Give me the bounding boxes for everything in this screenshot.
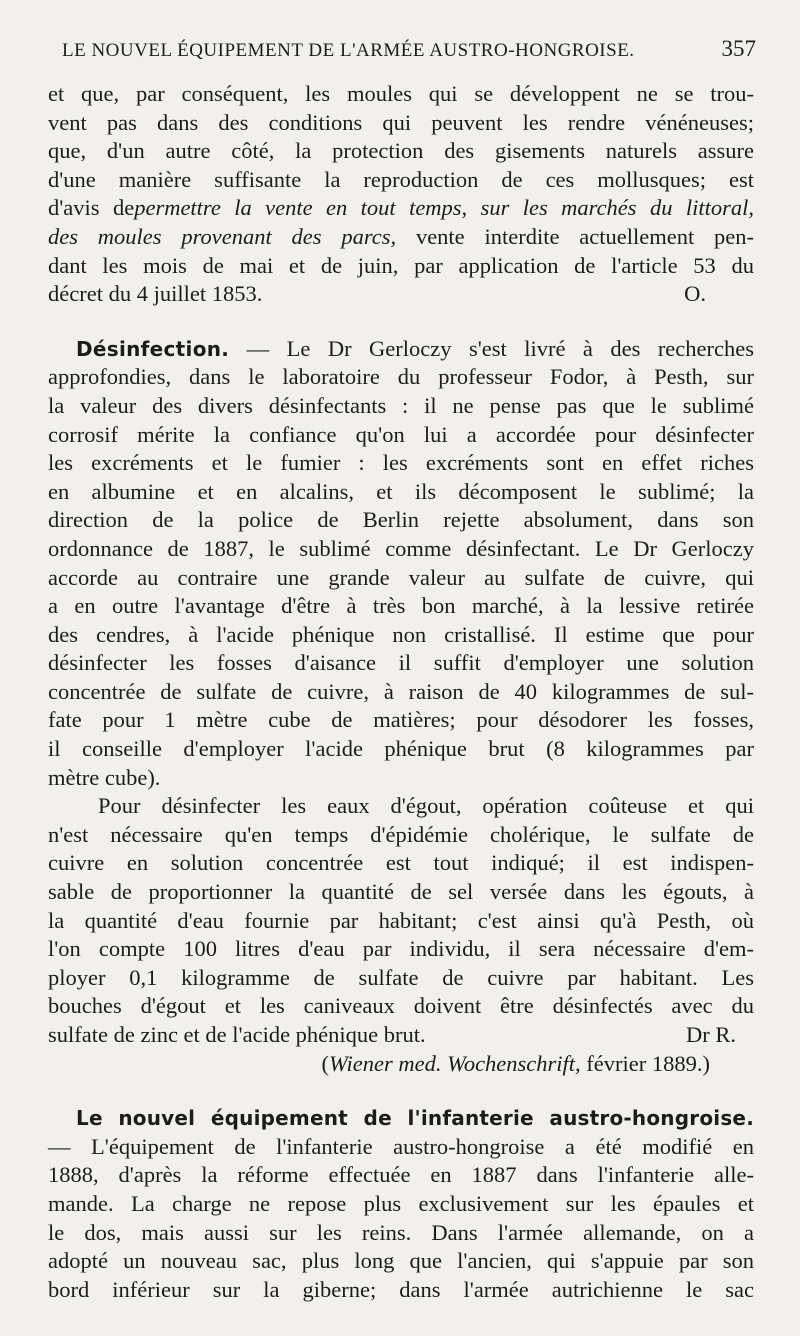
- running-title: LE NOUVEL ÉQUIPEMENT DE L'ARMÉE AUSTRO-HONGROISE.: [62, 40, 635, 61]
- text-line: dant les mois de mai et de juin, par application de l'article 53 du: [48, 252, 754, 278]
- text-line: approfondies, dans le laboratoire du professeur Fodor, à Pesth, sur: [48, 364, 754, 390]
- text-line: [48, 1104, 754, 1133]
- text-line: cuivre en solution concentrée est tout indiqué; il est indispen-: [48, 850, 754, 876]
- text-line: [48, 194, 754, 223]
- text-line: des cendres, à l'acide phénique non cristallisé. Il estime que pour: [48, 621, 754, 647]
- author-signature: O.: [684, 281, 706, 307]
- text-line: mande. La charge ne repose plus exclusivement sur les épaules et: [48, 1190, 754, 1216]
- text-line: adopté un nouveau sac, plus long que l'ancien, qui s'appuie par son: [48, 1248, 754, 1274]
- text-line: bord inférieur sur la giberne; dans l'armée autrichienne le sac: [48, 1276, 754, 1302]
- page-number: 357: [721, 36, 756, 61]
- text-line: d'une manière suffisante la reproduction de ces mollusques; est: [48, 166, 754, 192]
- text-line: fate pour 1 mètre cube de matières; pour désodorer les fosses,: [48, 707, 754, 733]
- text-line: [48, 335, 754, 364]
- text-run: — Le Dr Gerloczy s'est livré à des recherches: [229, 335, 754, 361]
- text-run: d'avis de: [48, 195, 135, 221]
- text-run: sulfate de zinc et de l'acide phénique brut.: [48, 1022, 426, 1047]
- text-line: [48, 280, 754, 309]
- section-rubric: Le nouvel équipement de l'infanterie austro-hongroise.: [76, 1106, 754, 1131]
- paragraph-infanterie: [48, 1104, 754, 1304]
- source-citation: [48, 1050, 754, 1079]
- text-run: vente interdite actuellement pen-: [396, 223, 754, 249]
- italic-run: des moules provenant des parcs,: [48, 223, 397, 249]
- text-line: a en outre l'avantage d'être à très bon marché, à la lessive retirée: [48, 593, 754, 619]
- text-line: [48, 223, 754, 252]
- text-line: l'on compte 100 litres d'eau par individu, il sera nécessaire d'em-: [48, 936, 754, 962]
- italic-run: permettre la vente en tout temps, sur les marchés du littoral,: [134, 195, 755, 221]
- text-line: accorde au contraire une grande valeur au sulfate de cuivre, qui: [48, 564, 754, 590]
- text-line: la valeur des divers désinfectants : il ne pense pas que le sublimé: [48, 392, 754, 418]
- text-line: vent pas dans des conditions qui peuvent les rendre vénéneuses;: [48, 109, 754, 135]
- text-line: et que, par conséquent, les moules qui se développent ne se trou-: [48, 81, 754, 106]
- text-line: les excréments et le fumier : les excréments sont en effet riches: [48, 450, 754, 476]
- text-line: Pour désinfecter les eaux d'égout, opération coûteuse et qui: [98, 793, 754, 819]
- text-line: ordonnance de 1887, le sublimé comme désinfectant. Le Dr Gerloczy: [48, 535, 754, 561]
- author-signature: Dr R.: [686, 1022, 736, 1047]
- text-line: sable de proportionner la quantité de sel versée dans les égouts, à: [48, 879, 754, 905]
- text-line: la quantité d'eau fournie par habitant; c'est ainsi qu'à Pesth, où: [48, 907, 754, 933]
- text-line: n'est nécessaire qu'en temps d'épidémie cholérique, le sulfate de: [48, 821, 754, 847]
- text-run: (: [321, 1050, 330, 1076]
- text-line: que, d'un autre côté, la protection des gisements naturels assure: [48, 138, 754, 164]
- text-line: bouches d'égout et les caniveaux doivent être désinfectés avec du: [48, 993, 754, 1019]
- text-line: désinfecter les fosses d'aisance il suffit d'employer une solution: [48, 650, 754, 676]
- page-body: [48, 80, 754, 1304]
- paragraph-moules: [48, 80, 754, 309]
- text-line: ployer 0,1 kilogramme de sulfate de cuivre par habitant. Les: [48, 964, 754, 990]
- text-line: 1888, d'après la réforme effectuée en 1887 dans l'infanterie alle-: [48, 1162, 754, 1188]
- text-line: le dos, mais aussi sur les reins. Dans l'armée allemande, on a: [48, 1219, 754, 1245]
- text-line: il conseille d'employer l'acide phénique brut (8 kilogrammes par: [48, 736, 754, 762]
- journal-title: Wiener med. Wochenschrift,: [329, 1050, 581, 1076]
- section-rubric: Désinfection.: [76, 336, 230, 361]
- text-line: — L'équipement de l'infanterie austro-hongroise a été modifié en: [48, 1133, 754, 1159]
- text-line: [48, 1021, 754, 1050]
- paragraph-desinfection: [48, 335, 754, 793]
- text-line: concentrée de sulfate de cuivre, à raison de 40 kilogrammes de sul-: [48, 678, 754, 704]
- text-line: mètre cube).: [48, 764, 161, 790]
- text-line: corrosif mérite la confiance qu'on lui a accordée pour désinfecter: [48, 421, 754, 447]
- paragraph-eaux-egout: [48, 792, 754, 1078]
- text-line: en albumine et en alcalins, et ils décomposent le sublimé; la: [48, 478, 754, 504]
- text-line: direction de la police de Berlin rejette absolument, dans son: [48, 507, 754, 533]
- text-run: décret du 4 juillet 1853.: [48, 281, 263, 307]
- running-header: [62, 36, 756, 68]
- text-run: février 1889.): [580, 1050, 710, 1076]
